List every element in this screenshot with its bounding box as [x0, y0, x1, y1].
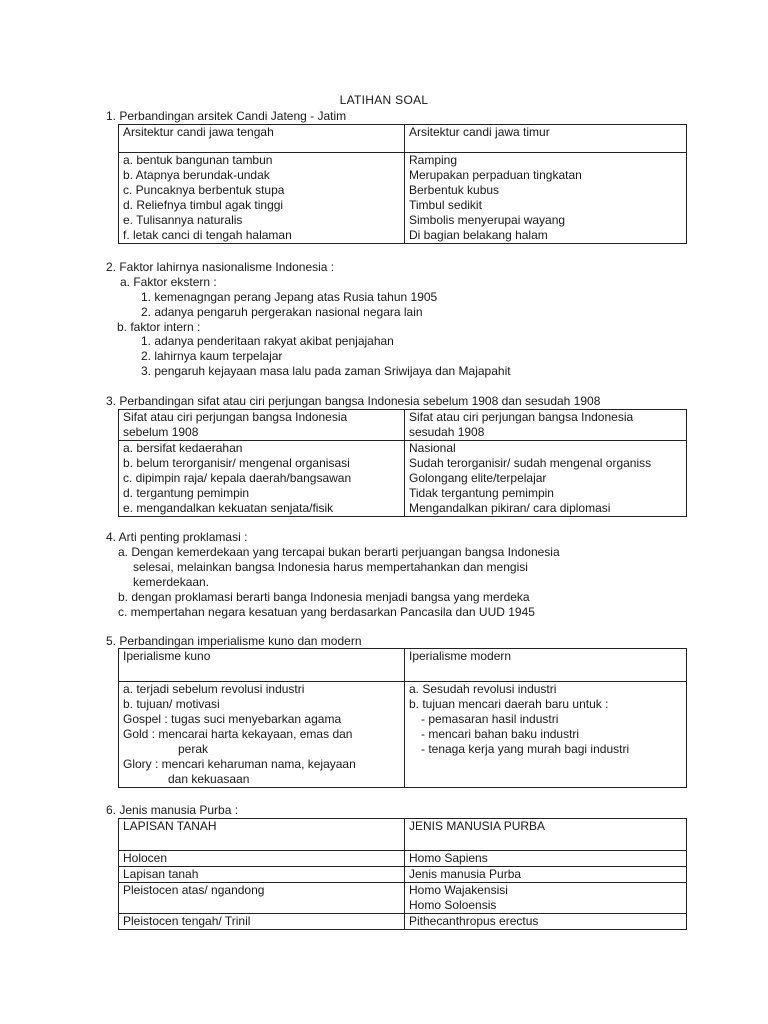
list-item: dan kekuasaan	[168, 772, 250, 786]
list-item: Golongang elite/terpelajar	[409, 471, 547, 485]
list-item: Nasional	[409, 441, 456, 455]
list-item: 3. pengaruh kejayaan masa lalu pada zaman Sriwijaya dan Majapahit	[141, 364, 511, 378]
list-item: Gospel : tugas suci menyebarkan agama	[123, 712, 342, 726]
q2-a-label: a. Faktor ekstern :	[120, 275, 217, 289]
list-item: Timbul sedikit	[409, 198, 482, 212]
header-line: Sifat atau ciri perjungan bangsa Indonesia	[123, 410, 348, 424]
list-item: d. Reliefnya timbul agak tinggi	[123, 198, 284, 212]
header-line: sebelum 1908	[123, 425, 199, 439]
list-item: Ramping	[409, 153, 458, 167]
list-item: d. tergantung pemimpin	[123, 486, 250, 500]
list-item: kemerdekaan.	[133, 575, 210, 589]
list-item: c. mempertahan negara kesatuan yang berdasarkan Pancasila dan UUD 1945	[118, 605, 535, 619]
list-item: b. belum terorganisir/ mengenal organisasi	[123, 456, 350, 470]
table-row	[119, 914, 687, 930]
list-item: b. dengan proklamasi berarti banga Indonesia menjadi bangsa yang merdeka	[118, 590, 530, 604]
list-item: - tenaga kerja yang murah bagi industri	[421, 742, 630, 756]
list-item: Mengandalkan pikiran/ cara diplomasi	[409, 501, 611, 515]
q6-heading: 6. Jenis manusia Purba :	[106, 803, 239, 817]
header-line: sesudah 1908	[409, 425, 485, 439]
table-cell: Pleistocen atas/ ngandong	[119, 883, 405, 914]
q1-right-cell	[405, 153, 687, 244]
list-item: Tidak tergantung pemimpin	[409, 486, 554, 500]
table-cell: Pithecanthropus erectus	[405, 914, 687, 930]
q1-heading: 1. Perbandingan arsitek Candi Jateng - Jatim	[106, 109, 347, 123]
q1-col-right-header: Arsitektur candi jawa timur	[405, 125, 687, 153]
header-line: Sifat atau ciri perjungan bangsa Indonesia	[409, 410, 634, 424]
page-title: LATIHAN SOAL	[339, 93, 429, 107]
list-item: a. terjadi sebelum revolusi industri	[123, 682, 305, 696]
q5-table	[118, 648, 687, 788]
q4-heading: 4. Arti penting proklamasi :	[106, 530, 248, 544]
q3-left-cell	[119, 441, 405, 517]
list-item: Berbentuk kubus	[409, 183, 500, 197]
list-item: a. Sesudah revolusi industri	[409, 682, 557, 696]
list-item: Sudah terorganisir/ sudah mengenal organiss	[409, 456, 652, 470]
list-item: Gold : mencarai harta kekayaan, emas dan	[123, 727, 353, 741]
list-item: 1. kemenagngan perang Jepang atas Rusia tahun 1905	[141, 290, 438, 304]
q1-col-left-header: Arsitektur candi jawa tengah	[119, 125, 405, 153]
list-item: e. Tulisannya naturalis	[123, 213, 243, 227]
q1-table	[118, 124, 687, 244]
table-cell	[405, 883, 687, 914]
table-row	[119, 851, 687, 867]
q3-col-right-header	[405, 410, 687, 441]
q3-table	[118, 409, 687, 517]
list-item: b. tujuan/ motivasi	[123, 697, 220, 711]
list-item: c. Puncaknya berbentuk stupa	[123, 183, 285, 197]
q2-b-label: b. faktor intern :	[117, 320, 201, 334]
table-cell: Homo Sapiens	[405, 851, 687, 867]
q5-right-cell	[405, 682, 687, 788]
list-item: a. bentuk bangunan tambun	[123, 153, 273, 167]
q3-right-cell	[405, 441, 687, 517]
table-row	[119, 883, 687, 914]
list-item: Simbolis menyerupai wayang	[409, 213, 566, 227]
q5-col-right-header: Iperialisme modern	[405, 649, 687, 682]
table-cell: Jenis manusia Purba	[405, 867, 687, 883]
q5-heading: 5. Perbandingan imperialisme kuno dan modern	[106, 634, 362, 648]
table-cell: Pleistocen tengah/ Trinil	[119, 914, 405, 930]
list-item: perak	[178, 742, 209, 756]
list-item: a. Dengan kemerdekaan yang tercapai bukan berarti perjuangan bangsa Indonesia	[118, 545, 560, 559]
list-item: selesai, melainkan bangsa Indonesia harus mempertahankan dan mengisi	[133, 560, 528, 574]
q3-col-left-header	[119, 410, 405, 441]
q6-col-right-header: JENIS MANUSIA PURBA	[405, 819, 687, 851]
q6-table	[118, 818, 687, 930]
list-item: 1. adanya penderitaan rakyat akibat penjajahan	[141, 334, 394, 348]
list-item: a. bersifat kedaerahan	[123, 441, 243, 455]
table-cell: Holocen	[119, 851, 405, 867]
list-item: b. tujuan mencari daerah baru untuk :	[409, 697, 609, 711]
list-item: c. dipimpin raja/ kepala daerah/bangsawan	[123, 471, 352, 485]
q2-heading: 2. Faktor lahirnya nasionalisme Indonesia :	[106, 260, 335, 274]
cell-line: Homo Soloensis	[409, 898, 497, 912]
list-item: Di bagian belakang halam	[409, 228, 548, 242]
list-item: f. letak canci di tengah halaman	[123, 228, 292, 242]
q5-col-left-header: Iperialisme kuno	[119, 649, 405, 682]
list-item: 2. adanya pengaruh pergerakan nasional negara lain	[141, 305, 423, 319]
list-item: e. mengandalkan kekuatan senjata/fisik	[123, 501, 334, 515]
list-item: Glory : mencari keharuman nama, kejayaan	[123, 757, 356, 771]
q6-col-left-header: LAPISAN TANAH	[119, 819, 405, 851]
list-item: - pemasaran hasil industri	[421, 712, 559, 726]
cell-line: Homo Wajakensisi	[409, 883, 508, 897]
list-item: 2. lahirnya kaum terpelajar	[141, 349, 283, 363]
q1-left-cell	[119, 153, 405, 244]
list-item: Merupakan perpaduan tingkatan	[409, 168, 582, 182]
q5-left-cell	[119, 682, 405, 788]
table-cell: Lapisan tanah	[119, 867, 405, 883]
table-row	[119, 867, 687, 883]
q3-heading: 3. Perbandingan sifat atau ciri perjungan bangsa Indonesia sebelum 1908 dan sesudah 1908	[106, 394, 601, 408]
list-item: - mencari bahan baku industri	[421, 727, 580, 741]
list-item: b. Atapnya berundak-undak	[123, 168, 270, 182]
